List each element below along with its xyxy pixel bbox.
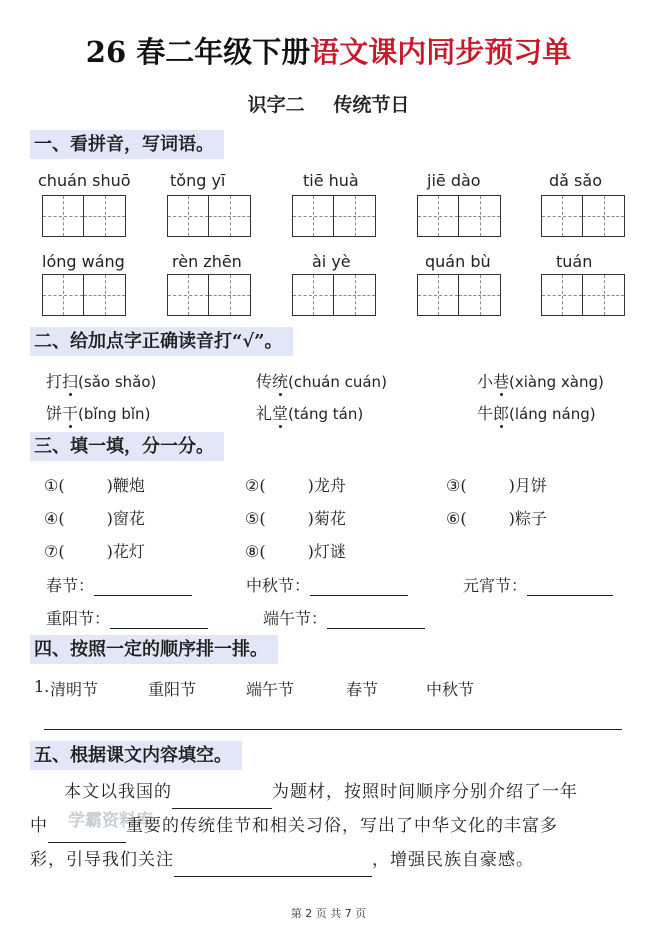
page-footer: 第 2 页 共 7 页 bbox=[290, 907, 367, 920]
writing-grid[interactable] bbox=[417, 274, 501, 316]
festival-label: 中秋节： bbox=[246, 576, 311, 595]
pinyin-options: (sǎo shǎo) bbox=[78, 373, 157, 391]
writing-grid[interactable] bbox=[167, 274, 251, 316]
festival-chip: 端午节 bbox=[246, 680, 295, 699]
reading-choice[interactable] bbox=[46, 369, 156, 392]
title-black: 26 春二年级下册 bbox=[85, 35, 311, 69]
item-word: 龙舟 bbox=[313, 476, 346, 495]
item-word: 花灯 bbox=[112, 542, 145, 561]
festival-chip: 中秋节 bbox=[426, 680, 475, 699]
order-answer-line[interactable] bbox=[44, 729, 622, 730]
answer-blank[interactable] bbox=[310, 577, 408, 596]
fill-blank-item[interactable] bbox=[44, 506, 145, 529]
reading-choice[interactable] bbox=[256, 369, 387, 392]
pinyin-label: tuán bbox=[556, 252, 593, 271]
fill-blank-item[interactable] bbox=[245, 506, 346, 529]
text: 重要的传统佳节和相关习俗，写出了中华文化的丰富多 bbox=[126, 816, 558, 836]
pinyin-options: (bǐng bǐn) bbox=[78, 405, 151, 423]
festival-chip: 清明节 bbox=[50, 680, 99, 699]
answer-blank[interactable] bbox=[327, 610, 425, 629]
answer-blank[interactable] bbox=[527, 577, 613, 596]
pinyin-label: lóng wáng bbox=[42, 252, 125, 271]
festival-label: 端午节： bbox=[263, 609, 328, 628]
pinyin-label: chuán shuō bbox=[38, 171, 131, 190]
answer-blank[interactable] bbox=[94, 577, 192, 596]
festival-label: 重阳节： bbox=[46, 609, 111, 628]
bracket-close: ) bbox=[508, 509, 515, 528]
reading-choice[interactable] bbox=[256, 401, 363, 424]
dotted-char: 干 bbox=[62, 404, 79, 423]
char: 饼 bbox=[46, 404, 63, 423]
pinyin-options: (láng náng) bbox=[509, 405, 596, 423]
section-3-heading: 三、填一填，分一分。 bbox=[30, 432, 224, 461]
char: 牛 bbox=[477, 404, 494, 423]
reading-choice[interactable] bbox=[477, 369, 604, 392]
festival-label: 春节： bbox=[46, 576, 95, 595]
writing-grid[interactable] bbox=[292, 274, 376, 316]
bracket-close: ) bbox=[106, 542, 113, 561]
pinyin-options: (chuán cuán) bbox=[288, 373, 387, 391]
item-number: ②( bbox=[245, 476, 266, 495]
festival-category[interactable] bbox=[46, 606, 208, 629]
item-number: ⑦( bbox=[44, 542, 65, 561]
para-line-3 bbox=[30, 843, 630, 877]
section-1-heading: 一、看拼音，写词语。 bbox=[30, 130, 224, 159]
char: 传 bbox=[256, 372, 273, 391]
writing-grid[interactable] bbox=[541, 274, 625, 316]
dotted-char: 堂 bbox=[272, 404, 289, 423]
festival-category[interactable] bbox=[46, 573, 192, 596]
festival-chip: 重阳节 bbox=[148, 680, 197, 699]
fill-blank-item[interactable] bbox=[245, 539, 346, 562]
title-red: 语文课内同步预习单 bbox=[310, 35, 572, 69]
reading-choice[interactable] bbox=[477, 401, 596, 424]
pinyin-label: jiē dào bbox=[427, 171, 481, 190]
pinyin-label: tǒng yī bbox=[170, 171, 226, 190]
answer-blank[interactable] bbox=[172, 790, 272, 809]
text: 为题材，按照时间顺序分别介绍了一年 bbox=[272, 782, 578, 802]
writing-grid[interactable] bbox=[42, 274, 126, 316]
item-number: ⑥( bbox=[446, 509, 467, 528]
bracket-close: ) bbox=[307, 542, 314, 561]
festival-category[interactable] bbox=[263, 606, 425, 629]
pinyin-options: (táng tán) bbox=[288, 405, 364, 423]
fill-blank-item[interactable] bbox=[44, 473, 145, 496]
bracket-close: ) bbox=[307, 476, 314, 495]
answer-blank[interactable] bbox=[110, 610, 208, 629]
fill-blank-item[interactable] bbox=[44, 539, 145, 562]
section-5-heading: 五、根据课文内容填空。 bbox=[30, 741, 242, 770]
section-4-heading: 四、按照一定的顺序排一排。 bbox=[30, 635, 278, 664]
writing-grid[interactable] bbox=[292, 195, 376, 237]
pinyin-label: ài yè bbox=[312, 252, 351, 271]
item-number: ④( bbox=[44, 509, 65, 528]
pinyin-label: rèn zhēn bbox=[172, 252, 242, 271]
watermark: 学霸资料库 bbox=[68, 811, 153, 831]
bracket-close: ) bbox=[106, 509, 113, 528]
item-number: ⑤( bbox=[245, 509, 266, 528]
bracket-close: ) bbox=[508, 476, 515, 495]
dotted-char: 统 bbox=[272, 372, 289, 391]
item-word: 菊花 bbox=[313, 509, 346, 528]
char: 小 bbox=[477, 372, 494, 391]
writing-grid[interactable] bbox=[42, 195, 126, 237]
section-2-heading: 二、给加点字正确读音打“√”。 bbox=[30, 327, 293, 356]
char: 礼 bbox=[256, 404, 273, 423]
text: 中 bbox=[30, 816, 48, 836]
answer-blank[interactable] bbox=[174, 858, 372, 877]
item-number: ⑧( bbox=[245, 542, 266, 561]
order-prefix: 1. bbox=[34, 677, 50, 696]
item-number: ③( bbox=[446, 476, 467, 495]
bracket-close: ) bbox=[106, 476, 113, 495]
item-word: 窗花 bbox=[112, 509, 145, 528]
pinyin-label: dǎ sǎo bbox=[549, 171, 602, 190]
item-word: 鞭炮 bbox=[112, 476, 145, 495]
char: 打 bbox=[46, 372, 63, 391]
bracket-close: ) bbox=[307, 509, 314, 528]
text: 彩，引导我们关注 bbox=[30, 850, 174, 870]
reading-choice[interactable] bbox=[46, 401, 150, 424]
writing-grid[interactable] bbox=[167, 195, 251, 237]
item-word: 粽子 bbox=[514, 509, 547, 528]
festival-label: 元宵节： bbox=[463, 576, 528, 595]
writing-grid[interactable] bbox=[541, 195, 625, 237]
dotted-char: 巷 bbox=[493, 372, 510, 391]
lesson-subtitle bbox=[0, 90, 657, 117]
dotted-char: 扫 bbox=[62, 372, 79, 391]
fill-blank-item[interactable] bbox=[245, 473, 346, 496]
summary-paragraph bbox=[30, 775, 630, 877]
page-title bbox=[0, 30, 657, 71]
pinyin-label: tiē huà bbox=[303, 171, 359, 190]
dotted-char: 郎 bbox=[493, 404, 510, 423]
item-word: 灯谜 bbox=[313, 542, 346, 561]
text: ，增强民族自豪感。 bbox=[372, 850, 534, 870]
festival-category[interactable] bbox=[246, 573, 408, 596]
item-number: ①( bbox=[44, 476, 65, 495]
festival-category[interactable] bbox=[463, 573, 613, 596]
fill-blank-item[interactable] bbox=[446, 473, 547, 496]
lesson-name: 传统节日 bbox=[333, 94, 410, 116]
para-line-2 bbox=[30, 809, 630, 843]
item-word: 月饼 bbox=[514, 476, 547, 495]
pinyin-options: (xiàng xàng) bbox=[509, 373, 604, 391]
pinyin-label: quán bù bbox=[425, 252, 491, 271]
para-line-1 bbox=[30, 775, 630, 809]
fill-blank-item[interactable] bbox=[446, 506, 547, 529]
writing-grid[interactable] bbox=[417, 195, 501, 237]
festival-chip: 春节 bbox=[346, 680, 379, 699]
lesson-number: 识字二 bbox=[247, 94, 305, 116]
text: 本文以我国的 bbox=[64, 782, 172, 802]
answer-blank[interactable] bbox=[48, 824, 126, 843]
